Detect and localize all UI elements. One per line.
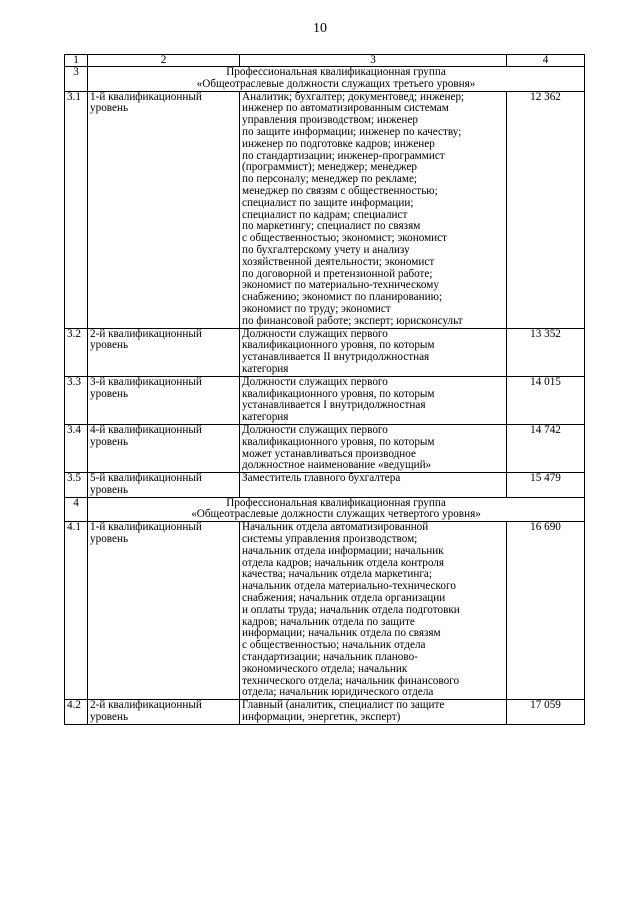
group-header-row [65, 497, 585, 522]
salary-amount: 16 690 [507, 522, 585, 700]
row-number: 4.1 [65, 522, 88, 700]
salary-table [64, 54, 585, 725]
column-number-2: 2 [88, 55, 240, 67]
group-number: 3 [65, 67, 88, 92]
table-row [65, 473, 585, 498]
table-body [65, 55, 585, 725]
column-number-1: 1 [65, 55, 88, 67]
qualification-level: 3-й квалификационный уровень [88, 376, 240, 424]
qualification-level: 4-й квалификационный уровень [88, 424, 240, 472]
table-row [65, 700, 585, 725]
group-header-row [65, 67, 585, 92]
qualification-level: 1-й квалификационный уровень [88, 522, 240, 700]
salary-amount: 17 059 [507, 700, 585, 725]
salary-amount: 15 479 [507, 473, 585, 498]
row-number: 3.4 [65, 424, 88, 472]
column-number-4: 4 [507, 55, 585, 67]
group-title: Профессиональная квалификационная группа «Общеотраслевые должности служащих четвертого уровня» [88, 497, 585, 522]
positions-cell: Аналитик; бухгалтер; документовед; инженер; инженер по автоматизированным системам управления производством; инженер по защите информации; инженер по качеству; инженер по подготовке кадров; инженер по стандартизации; инженер-программист (программист); менеджер; менеджер по персоналу; менеджер по рекламе; менеджер по связям с общественностью; специалист по защите информации; специалист по кадрам; специалист по маркетингу; специалист по связям с общественностью; экономист; экономист по бухгалтерскому учету и анализу хозяйственной деятельности; экономист по договорной и претензионной работе; экономист по материально-техническому снабжению; экономист по планированию; экономист по труду; экономист по финансовой работе; эксперт; юрисконсульт [240, 91, 507, 328]
positions-cell: Начальник отдела автоматизированной системы управления производством; начальник отдела информации; начальник отдела кадров; начальник отдела контроля качества; начальник отдела маркетинга; начальник отдела материально-технического снабжения; начальник отдела организации и оплаты труда; начальник отдела подготовки кадров; начальник отдела по защите информации; начальник отдела по связям с общественностью; начальник отдела стандартизации; начальник планово- экономического отдела; начальник технического отдела; начальник финансового отдела; начальник юридического отдела [240, 522, 507, 700]
salary-amount: 14 742 [507, 424, 585, 472]
group-title: Профессиональная квалификационная группа «Общеотраслевые должности служащих третьего уровня» [88, 67, 585, 92]
row-number: 3.2 [65, 328, 88, 376]
row-number: 3.5 [65, 473, 88, 498]
row-number: 3.1 [65, 91, 88, 328]
table-row [65, 376, 585, 424]
row-number: 3.3 [65, 376, 88, 424]
salary-amount: 14 015 [507, 376, 585, 424]
column-number-row [65, 55, 585, 67]
positions-cell: Должности служащих первого квалификационного уровня, по которым устанавливается I внутридолжностная категория [240, 376, 507, 424]
qualification-level: 1-й квалификационный уровень [88, 91, 240, 328]
qualification-level: 2-й квалификационный уровень [88, 328, 240, 376]
positions-cell: Должности служащих первого квалификационного уровня, по которым устанавливается II внутридолжностная категория [240, 328, 507, 376]
table-row [65, 91, 585, 328]
table-row [65, 424, 585, 472]
group-number: 4 [65, 497, 88, 522]
qualification-level: 5-й квалификационный уровень [88, 473, 240, 498]
positions-cell: Должности служащих первого квалификационного уровня, по которым может устанавливаться производное должностное наименование «ведущий» [240, 424, 507, 472]
table-row [65, 522, 585, 700]
table-row [65, 328, 585, 376]
positions-cell: Заместитель главного бухгалтера [240, 473, 507, 498]
row-number: 4.2 [65, 700, 88, 725]
salary-amount: 13 352 [507, 328, 585, 376]
qualification-level: 2-й квалификационный уровень [88, 700, 240, 725]
salary-amount: 12 362 [507, 91, 585, 328]
column-number-3: 3 [240, 55, 507, 67]
page-number: 10 [313, 21, 327, 36]
positions-cell: Главный (аналитик, специалист по защите информации, энергетик, эксперт) [240, 700, 507, 725]
